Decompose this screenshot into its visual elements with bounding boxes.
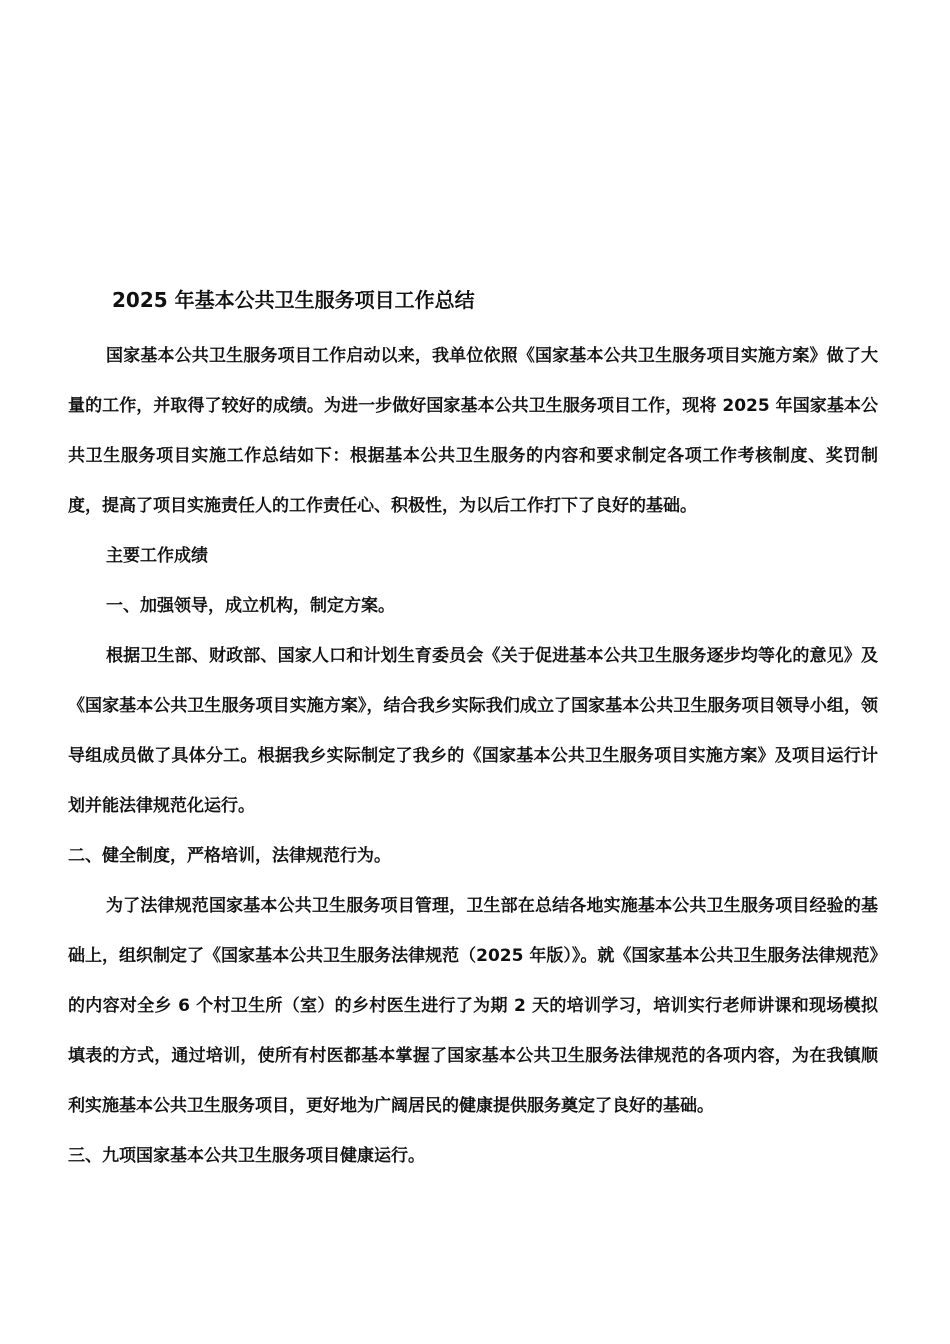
section-1-paragraph: 根据卫生部、财政部、国家人口和计划生育委员会《关于促进基本公共卫生服务逐步均等化的意见》及《国家基本公共卫生服务项目实施方案》，结合我乡实际我们成立了国家基本公共卫生服务项目领导小组，领导组成员做了具体分工。根据我乡实际制定了我乡的《国家基本公共卫生服务项目实施方案》及项目运行计划并能法律规范化运行。 [68,646,878,816]
section-heading-achievements: 主要工作成绩 [106,546,208,566]
section-heading-3: 三、九项国家基本公共卫生服务项目健康运行。 [68,1146,425,1166]
document-body [68,331,878,1181]
section-heading-1: 一、加强领导，成立机构，制定方案。 [106,596,395,616]
intro-paragraph: 国家基本公共卫生服务项目工作启动以来，我单位依照《国家基本公共卫生服务项目实施方案》做了大量的工作，并取得了较好的成绩。为进一步做好国家基本公共卫生服务项目工作，现将 2025 年国家基本公共卫生服务项目实施工作总结如下：根据基本公共卫生服务的内容和要求制定各项工作考核制度、奖罚制度，提高了项目实施责任人的工作责任心、积极性，为以后工作打下了良好的基础。 [68,346,878,516]
section-2-paragraph: 为了法律规范国家基本公共卫生服务项目管理，卫生部在总结各地实施基本公共卫生服务项目经验的基础上，组织制定了《国家基本公共卫生服务法律规范（2025 年版）》。就《国家基本公共卫生服务法律规范》的内容对全乡 6 个村卫生所（室）的乡村医生进行了为期 2 天的培训学习，培训实行老师讲课和现场模拟填表的方式，通过培训，使所有村医都基本掌握了国家基本公共卫生服务法律规范的各项内容，为在我镇顺利实施基本公共卫生服务项目，更好地为广阔居民的健康提供服务奠定了良好的基础。 [68,896,878,1116]
section-heading-2: 二、健全制度，严格培训，法律规范行为。 [68,846,391,866]
document-title: 2025 年基本公共卫生服务项目工作总结 [112,288,475,312]
